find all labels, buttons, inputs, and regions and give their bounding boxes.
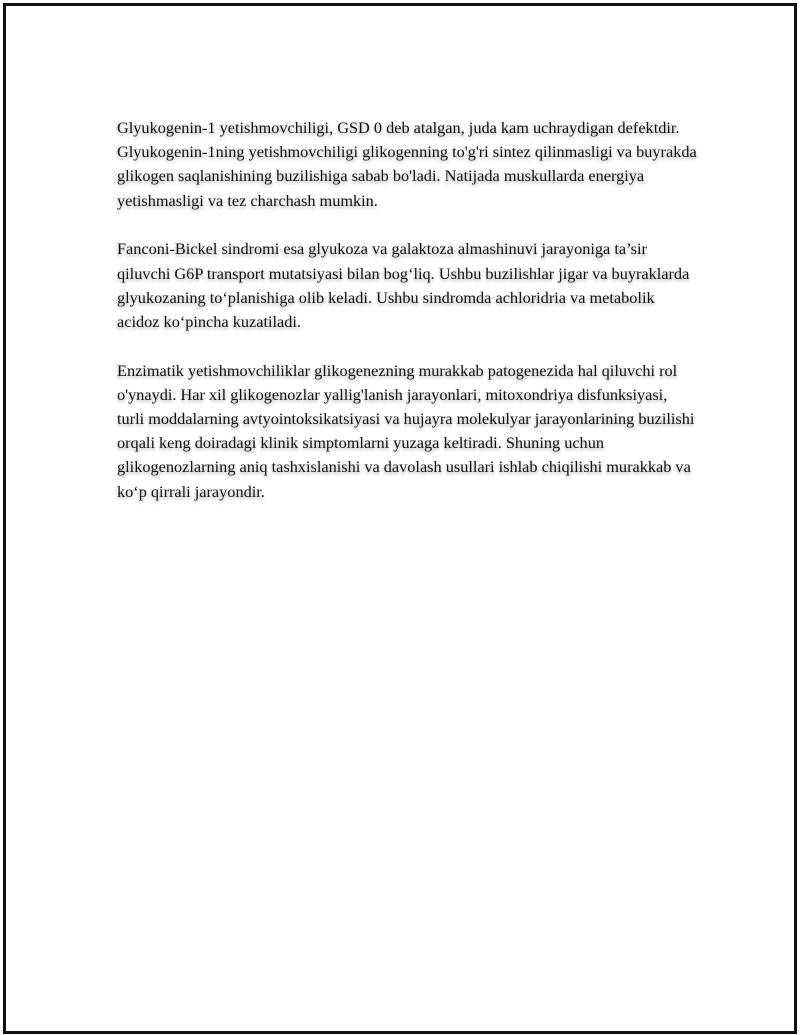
paragraph-fanconi-bickel: Fanconi-Bickel sindromi esa glyukoza va galaktoza almashinuvi jarayoniga ta’sir qiluvchi G6P transport mutatsiyasi bilan bog‘liq. Ushbu buzilishlar jigar va buyraklarda glyukozaning to‘planishiga olib keladi. Ushbu sindromda achloridria va metabolik acidoz ko‘pincha kuzatiladi. [117,239,690,331]
paragraph-enzymatic-deficiency: Enzimatik yetishmovchiliklar glikogenezning murakkab patogenezida hal qiluvchi rol o'ynaydi. Har xil glikogenozlar yallig'lanish jarayonlari, mitoxondriya disfunksiyasi, turli moddalarning avtyointoksikatsiyasi va hujayra molekulyar jarayonlarining buzilishi orqali keng doiradagi klinik simptomlarni yuzaga keltiradi. Shuning uchun glikogenozlarning aniq tashxislanishi va davolash usullari ishlab chiqilishi murakkab va ko‘p qirrali jarayondir. [117,360,695,501]
paragraph-gsd0: Glyukogenin-1 yetishmovchiligi, GSD 0 deb atalgan, juda kam uchraydigan defektdir. Glyukogenin-1ning yetishmovchiligi glikogenning to'g'ri sintez qilinmasligi va buyrakda glikogen saqlanishining buzilishiga sabab bo'ladi. Natijada muskullarda energiya yetishmasligi va tez charchash mumkin. [117,118,697,210]
document-body [117,116,697,528]
